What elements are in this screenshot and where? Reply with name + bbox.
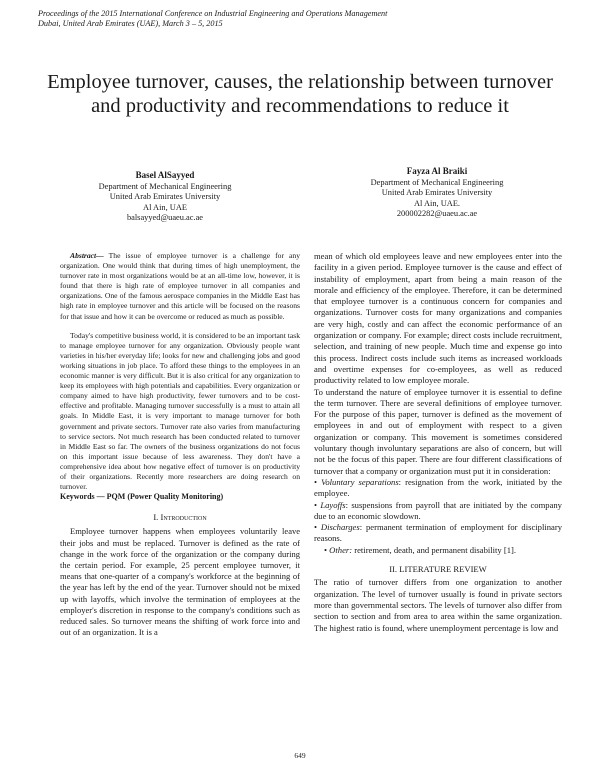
abstract (60, 251, 300, 322)
bullet-item: • Other: retirement, death, and permanent disability [1]. (324, 544, 517, 555)
page-number: 649 (294, 751, 306, 760)
proceedings-line-2: Dubai, United Arab Emirates (UAE), March 3 – 5, 2015 (38, 19, 223, 28)
keywords: Keywords — PQM (Power Quality Monitoring) (60, 492, 224, 502)
right-column (314, 251, 562, 634)
author-univ: United Arab Emirates University (109, 192, 221, 202)
author-name: Fayza Al Braiki (406, 166, 468, 176)
body-paragraph: mean of which old employees leave and new employees enter into the facility in a given period. Employee turnover is the cause and effect of instability of employment, apart from being a main reason of the morale and efficiency of the employee. Therefore, it can be determined that employee turnover is a continuous concern for companies and organizations. Turnover costs for many organizations and companies are very high, costly and can affect the economic performance of an organization or company. For example; direct costs include recruitment, selection, and training of new people. Much time and expense go into this process. Indirect costs include such items as increased workloads and overtime expenses for co-employees, as well as reduced productivity related to low employee morale. (314, 251, 562, 386)
paper-title: Employee turnover, causes, the relationship between turnover and productivity and recommendations to reduce it (47, 71, 553, 117)
abstract-label: Abstract— (70, 251, 104, 260)
author-dept: Department of Mechanical Engineering (370, 178, 504, 188)
left-column (60, 251, 300, 638)
section-heading-literature-review: II. LITERATURE REVIEW (389, 564, 487, 575)
bullet-term: Discharges (320, 522, 360, 533)
bullet-term: Voluntary separations (321, 476, 399, 487)
bullet-item: • Layoffs: suspensions from payroll that are initiated by the company due to an economic slowdown. (314, 499, 562, 521)
body-paragraph: The ratio of turnover differs from one organization to another organization. The level of turnover usually is found in private sectors more than governmental sectors. The levels of turnover also differ from section to section and from area to area within the same organization. The highest ratio is found, where unemployment percentage is low and (314, 577, 562, 633)
bullet-item: • Voluntary separations: resignation from the work, initiated by the employee. (314, 476, 562, 499)
bullet-term: Other: (329, 544, 353, 555)
author-block-1 (60, 170, 270, 223)
abstract-paragraph-2: Today's competitive business world, it is considered to be an important task to manage employee turnover for any organization. Obviously people want varieties in his/her everyday life; looks for new and challenging jobs and good working situations in job place. To afford these things to the employees in an economic manner is very difficult. But it is also critical for any organization to keep its employees with high potentials and capabilities. Every organization or company aimed to have high productivity, fewer turnovers and to be cost-effective and profitable. Managing turnover successfully is a must to attain all goals. In Middle East, it is very important to manage turnover for both government and private sectors. Turnover rate also varies from manufacturing to service sectors. Not much research has been conducted related to turnover in Middle East so far. The owners of the business organizations do not focus on this important issue because of less awareness. They don't have a comprehensive idea about how negative effect of turnover is on productivity of their organizations. Recently more researchers are doing research on turnover. (60, 330, 300, 492)
author-city: Al Ain, UAE (143, 202, 187, 212)
abstract-text: The issue of employee turnover is a challenge for any organization. One would think that during times of high unemployment, the turnover rate in most organizations would be at an all-time low, however, it is found that there is high rate of employee turnover in all companies and organizations. One of the famous aerospace companies in the Middle East has high rate in employee turnover and this article will be focused on the reasons for that issue and how it can be overcome or reduced as much as possible. (60, 251, 300, 321)
bullet-text: : resignation from the work, initiated by the employee. (314, 476, 562, 499)
section-heading-introduction: I. Introduction (153, 512, 207, 523)
proceedings-header (38, 9, 478, 29)
proceedings-line-1: Proceedings of the 2015 International Conference on Industrial Engineering and Operations Management (38, 9, 388, 18)
author-city: Al Ain, UAE. (413, 198, 461, 208)
bullet-text: : permanent termination of employment for disciplinary reasons. (314, 522, 562, 544)
bullet-text: retirement, death, and permanent disability [1]. (352, 544, 517, 555)
author-email: balsayyed@uaeu.ac.ae (126, 212, 204, 222)
bullet-text: : suspensions from payroll that are initiated by the company due to an economic slowdown. (314, 499, 562, 521)
author-email: 200002282@uaeu.ac.ae (396, 208, 478, 218)
author-name: Basel AlSayyed (135, 170, 195, 180)
introduction-text: Employee turnover happens when employees voluntarily leave their jobs and must be replaced. Turnover is defined as the rate of change in the work force of the organization or the company during the certain period. For example, 25 percent employee turnover, it means that one-quarter of a company's workforce at the beginning of the year has left by the end of the year. Turnover should not be mixed up with layoffs, which involve the termination of employees at the employer's discretion in response to the company's conditions such as reduced sales. So turnover means the shifting of work force into and out of an organization. It is a (60, 526, 300, 638)
author-univ: United Arab Emirates University (381, 188, 493, 198)
author-dept: Department of Mechanical Engineering (98, 182, 232, 192)
bullet-term: Layoffs (320, 499, 346, 510)
body-paragraph: To understand the nature of employee turnover it is essential to define the term turnover. There are several definitions of employee turnover. For the purpose of this paper, turnover is defined as the movement of employees in and out of employment with respect to a given organization or company. This movement is sometimes considered voluntary though involuntary separations are also of concern, but will not be the focus of this paper. There are four different classifications of turnover that a company or organization must put it in consideration: (314, 386, 562, 476)
bullet-item: • Discharges: permanent termination of employment for disciplinary reasons. (314, 522, 562, 544)
author-block-2 (322, 166, 552, 219)
